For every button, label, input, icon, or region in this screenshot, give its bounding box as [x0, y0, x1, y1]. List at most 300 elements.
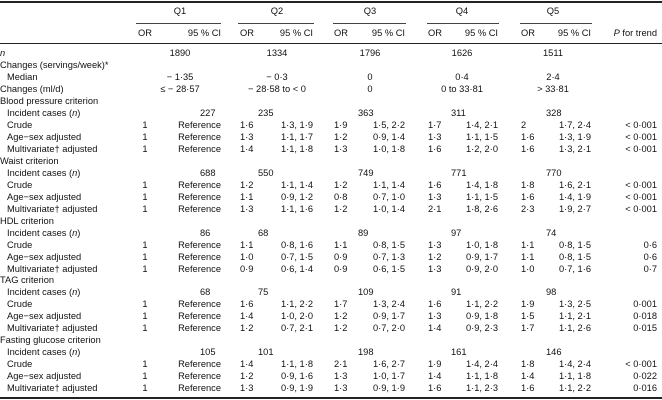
section-title: TAG criterion [0, 275, 55, 286]
ci-value: 0·8, 1·5 [558, 239, 591, 250]
ci-value: 1·2, 2·0 [465, 143, 498, 154]
summary-value: − 0·3 [266, 71, 288, 82]
or-value: 1·3 [428, 131, 442, 142]
table-row [0, 263, 662, 275]
ci-value: 0·7, 1·5 [280, 251, 313, 262]
section-title: Waist criterion [0, 155, 59, 166]
ci-value: 1·5, 2·2 [372, 119, 405, 130]
ci-value: 0·7, 2·1 [280, 323, 313, 334]
label-text: ) [77, 167, 81, 178]
incident-cases-value: 227 [200, 107, 216, 118]
ci-value: 0·9, 1·9 [372, 383, 405, 394]
ci-value: 0·9, 1·9 [280, 383, 313, 394]
or-value: 1 [142, 191, 148, 202]
incident-cases-row [0, 167, 662, 179]
ci-value: Reference [178, 263, 221, 274]
bottom-rule [0, 397, 662, 399]
row-label: Multivariate† adjusted [7, 143, 98, 154]
or-value: 1·1 [521, 239, 535, 250]
or-value: 1·4 [428, 323, 442, 334]
incident-cases-value: 89 [358, 227, 369, 238]
ci-value: 1·1, 1·5 [465, 191, 498, 202]
row-label: Age−sex adjusted [7, 131, 82, 142]
incident-cases-value: 68 [200, 287, 211, 298]
label-text: ) [77, 287, 81, 298]
table-row [0, 382, 662, 394]
or-value: 1·4 [240, 359, 254, 370]
quintile-header: Q1 [173, 6, 187, 16]
or-value: 1 [142, 143, 148, 154]
summary-value: 1890 [169, 48, 191, 58]
ci-value: 0·9, 1·7 [465, 251, 498, 262]
label-text: Incident cases ( [7, 287, 73, 298]
or-value: 1·6 [428, 383, 442, 394]
ci-value: Reference [178, 359, 221, 370]
label-n: n [72, 347, 78, 358]
p-trend-value: 0·016 [633, 383, 657, 394]
ci-value: 0·9, 1·7 [372, 311, 405, 322]
row-label: Age−sex adjusted [7, 191, 82, 202]
or-value: 1·3 [428, 239, 442, 250]
section-title: Fasting glucose criterion [0, 335, 101, 346]
incident-cases-value: 146 [546, 347, 562, 358]
incident-cases-row [0, 227, 662, 239]
or-value: 1·7 [428, 119, 442, 130]
or-value: 1·6 [521, 191, 535, 202]
quintile-underline [520, 23, 592, 24]
or-value: 2 [521, 119, 527, 130]
incident-cases-value: 101 [258, 347, 274, 358]
ci-value: 1·0, 2·0 [280, 311, 313, 322]
incident-cases-value: 328 [546, 107, 562, 118]
incident-cases-value: 161 [451, 347, 467, 358]
or-value: 1·3 [334, 371, 348, 382]
ci-value: 1·1, 1·4 [372, 179, 405, 190]
or-value: 1·6 [428, 143, 442, 154]
or-value: 1·6 [521, 143, 535, 154]
or-value: 1·8 [521, 179, 535, 190]
table-row [0, 310, 662, 322]
row-label: Age−sex adjusted [7, 251, 82, 262]
row-label: Crude [7, 359, 33, 370]
ci-value: 1·1, 2·2 [558, 383, 591, 394]
ci-value: 1·4, 2·1 [465, 119, 498, 130]
or-value: 1·8 [521, 359, 535, 370]
ci-value: 1·1, 2·3 [465, 383, 498, 394]
summary-value [412, 59, 512, 71]
incident-cases-value: 97 [451, 227, 462, 238]
or-value: 1 [142, 299, 148, 310]
or-value: 1·4 [240, 311, 254, 322]
ci-value: 0·8, 1·6 [280, 239, 313, 250]
or-value: 1·2 [334, 179, 348, 190]
row-label: Median [7, 71, 38, 82]
quintile-underline [427, 23, 499, 24]
p-trend-text: for trend [619, 28, 657, 38]
label-text: Incident cases ( [7, 107, 73, 118]
or-value: 1·2 [240, 323, 254, 334]
incident-cases-value: 105 [200, 347, 216, 358]
ci-value: 1·3, 2·1 [558, 143, 591, 154]
ci-value: 0·8, 1·5 [372, 239, 405, 250]
or-value: 1 [142, 119, 148, 130]
row-label: Age−sex adjusted [7, 371, 82, 382]
or-value: 2·1 [428, 203, 442, 214]
ci-header: 95 % CI [187, 28, 221, 38]
row-label: Crude [7, 179, 33, 190]
quintile-underline [136, 23, 221, 24]
ci-value: 0·7, 1·0 [372, 191, 405, 202]
table-row [0, 370, 662, 382]
p-trend-value: < 0·001 [625, 179, 657, 190]
label-n: n [72, 287, 78, 298]
or-value: 1 [142, 239, 148, 250]
or-value: 1·5 [521, 311, 535, 322]
or-value: 1·1 [521, 251, 535, 262]
summary-value [503, 59, 603, 71]
or-value: 1·3 [240, 203, 254, 214]
section-title-row [0, 95, 662, 107]
ci-value: 0·9, 1·4 [372, 131, 405, 142]
ci-value: 0·7, 1·6 [558, 263, 591, 274]
ci-header: 95 % CI [464, 28, 498, 38]
or-value: 1·6 [240, 119, 254, 130]
row-label: Crude [7, 119, 33, 130]
header-rule [0, 43, 662, 44]
ci-value: Reference [178, 203, 221, 214]
ci-value: 1·9, 2·7 [558, 203, 591, 214]
ci-value: 1·1, 1·5 [465, 131, 498, 142]
table-row [0, 191, 662, 203]
or-header: OR [334, 28, 348, 38]
label-n: n [72, 107, 78, 118]
ci-value: 1·4, 1·9 [558, 191, 591, 202]
ci-value: 0·9, 1·6 [280, 371, 313, 382]
summary-row [0, 71, 662, 83]
ci-value: 0·6, 1·5 [372, 263, 405, 274]
row-label [7, 286, 80, 298]
ci-value: 0·9, 2·0 [465, 263, 498, 274]
section-title: HDL criterion [0, 215, 54, 226]
or-header: OR [138, 28, 152, 38]
table-row [0, 251, 662, 263]
label-n: n [72, 227, 78, 238]
or-value: 1·0 [240, 251, 254, 262]
summary-value: 1626 [451, 48, 473, 58]
ci-value: 1·1, 1·8 [280, 143, 313, 154]
summary-value: > 33·81 [537, 83, 569, 94]
top-rule [0, 1, 662, 3]
p-trend-value: < 0·001 [625, 143, 657, 154]
p-trend-value: 0·6 [643, 251, 657, 262]
summary-value [320, 59, 420, 71]
or-value: 1·9 [521, 299, 535, 310]
row-label: Age−sex adjusted [7, 311, 82, 322]
p-trend-value: 0·7 [643, 263, 657, 274]
ci-value: 1·4, 2·4 [558, 359, 591, 370]
or-value: 1·9 [334, 119, 348, 130]
ci-value: 0·9, 1·8 [465, 311, 498, 322]
ci-value: 1·0, 1·4 [372, 203, 405, 214]
ci-value: 1·4, 2·4 [465, 359, 498, 370]
ci-value: 1·6, 2·1 [558, 179, 591, 190]
or-value: 1·3 [428, 311, 442, 322]
or-value: 1 [142, 203, 148, 214]
or-value: 1·3 [334, 143, 348, 154]
summary-value [130, 59, 230, 71]
incident-cases-value: 91 [451, 287, 462, 298]
row-label: n [0, 48, 6, 58]
or-value: 1 [142, 251, 148, 262]
table-row [0, 358, 662, 370]
section-title-row [0, 155, 662, 167]
or-value: 1·6 [428, 179, 442, 190]
column-header-row [0, 27, 662, 39]
or-value: 1·0 [521, 263, 535, 274]
ci-header: 95 % CI [279, 28, 313, 38]
ci-value: 0·6, 1·4 [280, 263, 313, 274]
ci-value: Reference [178, 179, 221, 190]
p-trend-value: 0·018 [633, 311, 657, 322]
summary-value: ≤ − 28·57 [160, 83, 200, 94]
ci-value: 1·1, 2·2 [465, 299, 498, 310]
incident-cases-row [0, 346, 662, 358]
incident-cases-value: 74 [546, 227, 557, 238]
ci-value: Reference [178, 311, 221, 322]
incident-cases-value: 75 [258, 287, 269, 298]
p-trend-value: < 0·001 [625, 119, 657, 130]
ci-value: 1·0, 1·7 [372, 371, 405, 382]
or-value: 1·2 [334, 203, 348, 214]
or-value: 1 [142, 179, 148, 190]
row-label: Crude [7, 299, 33, 310]
ci-value: 0·7, 1·3 [372, 251, 405, 262]
label-n: n [72, 167, 78, 178]
section-title-row [0, 274, 662, 286]
ci-value: Reference [178, 119, 221, 130]
incident-cases-value: 550 [258, 167, 274, 178]
or-value: 1·3 [240, 131, 254, 142]
ci-value: Reference [178, 239, 221, 250]
label-text: ) [77, 227, 81, 238]
incident-cases-value: 98 [546, 287, 557, 298]
ci-value: 1·1, 1·4 [280, 179, 313, 190]
quintile-header: Q3 [363, 6, 377, 16]
summary-value: 0 [367, 71, 373, 82]
ci-value: 1·0, 1·8 [465, 239, 498, 250]
ci-value: 1·3, 1·9 [280, 119, 313, 130]
summary-value: 0·4 [455, 71, 469, 82]
or-value: 1·2 [334, 131, 348, 142]
table-row [0, 322, 662, 334]
or-header: OR [428, 28, 442, 38]
ci-value: 1·1, 1·7 [280, 131, 313, 142]
ci-value: 1·4, 1·8 [465, 179, 498, 190]
row-label [7, 227, 80, 239]
incident-cases-value: 68 [258, 227, 269, 238]
or-value: 2·1 [334, 359, 348, 370]
summary-row [0, 47, 662, 59]
or-value: 1·6 [521, 131, 535, 142]
or-value: 1·9 [428, 359, 442, 370]
p-trend-value: < 0·001 [625, 191, 657, 202]
summary-value: − 28·58 to < 0 [248, 83, 306, 94]
row-label: Multivariate† adjusted [7, 263, 98, 274]
or-value: 1·6 [428, 299, 442, 310]
p-trend-value: 0·015 [633, 323, 657, 334]
or-value: 1·1 [240, 191, 254, 202]
ci-value: 1·3, 2·5 [558, 299, 591, 310]
incident-cases-value: 749 [358, 167, 374, 178]
or-value: 0·9 [334, 263, 348, 274]
quintile-header: Q2 [270, 6, 284, 16]
row-label: Multivariate† adjusted [7, 323, 98, 334]
ci-value: Reference [178, 371, 221, 382]
ci-value: 1·1, 1·8 [465, 371, 498, 382]
row-label: Crude [7, 239, 33, 250]
ci-value: 0·9, 2·3 [465, 323, 498, 334]
or-value: 1·2 [240, 371, 254, 382]
ci-value: Reference [178, 131, 221, 142]
section-title-row [0, 215, 662, 227]
or-value: 1 [142, 311, 148, 322]
incident-cases-value: 770 [546, 167, 562, 178]
summary-row [0, 59, 662, 71]
summary-value [227, 59, 327, 71]
incident-cases-value: 86 [200, 227, 211, 238]
p-trend-value: 0·6 [643, 239, 657, 250]
row-label: Changes (servings/week)* [0, 60, 109, 70]
ci-value: 1·1, 2·6 [558, 323, 591, 334]
or-value: 1·1 [240, 239, 254, 250]
table-row [0, 179, 662, 191]
or-value: 1·3 [428, 263, 442, 274]
or-value: 1·4 [240, 143, 254, 154]
row-label: Changes (ml/d) [0, 83, 64, 94]
ci-value: 0·7, 2·0 [372, 323, 405, 334]
incident-cases-value: 771 [451, 167, 467, 178]
or-value: 1·2 [240, 179, 254, 190]
label-text: Incident cases ( [7, 167, 73, 178]
ci-header: 95 % CI [557, 28, 591, 38]
label-text: Incident cases ( [7, 347, 73, 358]
or-value: 1·2 [334, 311, 348, 322]
incident-cases-value: 198 [358, 347, 374, 358]
p-trend-value: < 0·001 [625, 203, 657, 214]
or-value: 0·8 [334, 191, 348, 202]
ci-value: Reference [178, 299, 221, 310]
incident-cases-row [0, 107, 662, 119]
table-row [0, 203, 662, 215]
or-value: 1 [142, 371, 148, 382]
incident-cases-value: 688 [200, 167, 216, 178]
ci-value: Reference [178, 191, 221, 202]
ci-value: 1·1, 2·1 [558, 311, 591, 322]
incident-cases-value: 235 [258, 107, 274, 118]
table-row [0, 131, 662, 143]
or-value: 1·2 [428, 251, 442, 262]
ci-value: 1·1, 1·8 [280, 359, 313, 370]
row-label: Multivariate† adjusted [7, 383, 98, 394]
quintile-underline [333, 23, 406, 24]
or-value: 1·6 [240, 299, 254, 310]
or-value: 1·3 [240, 383, 254, 394]
label-text: ) [77, 107, 81, 118]
section-title-row [0, 334, 662, 346]
ci-value: Reference [178, 143, 221, 154]
or-value: 1·3 [334, 383, 348, 394]
or-header: OR [240, 28, 254, 38]
p-trend-value: < 0·001 [625, 131, 657, 142]
ci-value: 1·1, 2·2 [280, 299, 313, 310]
summary-value: 1796 [359, 48, 381, 58]
p-trend-value: 0·001 [633, 299, 657, 310]
p-trend-value: < 0·001 [625, 359, 657, 370]
summary-row [0, 83, 662, 95]
summary-value: 1511 [543, 48, 563, 58]
row-label [7, 346, 80, 358]
ci-value: 1·3, 2·4 [372, 299, 405, 310]
table-row [0, 239, 662, 251]
ci-value: 1·0, 1·8 [372, 143, 405, 154]
table-row [0, 119, 662, 131]
incident-cases-value: 311 [451, 107, 466, 118]
or-value: 1 [142, 131, 148, 142]
p-trend-value: 0·022 [633, 371, 657, 382]
table-row [0, 298, 662, 310]
incident-cases-row [0, 286, 662, 298]
summary-value: 0 [367, 83, 373, 94]
incident-cases-value: 109 [358, 287, 374, 298]
or-value: 1·6 [521, 383, 535, 394]
incident-cases-value: 363 [358, 107, 374, 118]
or-value: 1·7 [521, 323, 535, 334]
section-title: Blood pressure criterion [0, 95, 99, 106]
or-value: 1·2 [334, 323, 348, 334]
p-trend-header [557, 27, 657, 39]
table-row [0, 143, 662, 155]
or-value: 0·9 [334, 251, 348, 262]
or-value: 0·9 [240, 263, 254, 274]
label-text: Incident cases ( [7, 227, 73, 238]
or-value: 1 [142, 359, 148, 370]
or-header: OR [521, 28, 535, 38]
quintile-header: Q4 [455, 6, 469, 16]
summary-value: − 1·35 [166, 71, 194, 82]
ci-value: 1·1, 1·6 [280, 203, 313, 214]
quintile-underline [238, 23, 314, 24]
ci-value: 1·3, 1·9 [558, 131, 591, 142]
or-value: 2·3 [521, 203, 535, 214]
summary-value: 0 to 33·81 [441, 83, 483, 94]
or-value: 1·1 [334, 239, 348, 250]
p-symbol: P [613, 28, 620, 38]
row-label [7, 107, 80, 119]
ci-header: 95 % CI [371, 28, 405, 38]
ci-value: 1·8, 2·6 [465, 203, 498, 214]
ci-value: 0·8, 1·5 [558, 251, 591, 262]
summary-value: 2·4 [546, 71, 560, 82]
quintile-header: Q5 [546, 6, 560, 16]
ci-value: Reference [178, 251, 221, 262]
or-value: 1·3 [428, 191, 442, 202]
or-value: 1 [142, 263, 148, 274]
summary-value: 1334 [266, 48, 288, 58]
row-label: Multivariate† adjusted [7, 203, 98, 214]
ci-value: 1·6, 2·7 [372, 359, 405, 370]
or-value: 1·4 [428, 371, 442, 382]
or-value: 1·4 [521, 371, 535, 382]
